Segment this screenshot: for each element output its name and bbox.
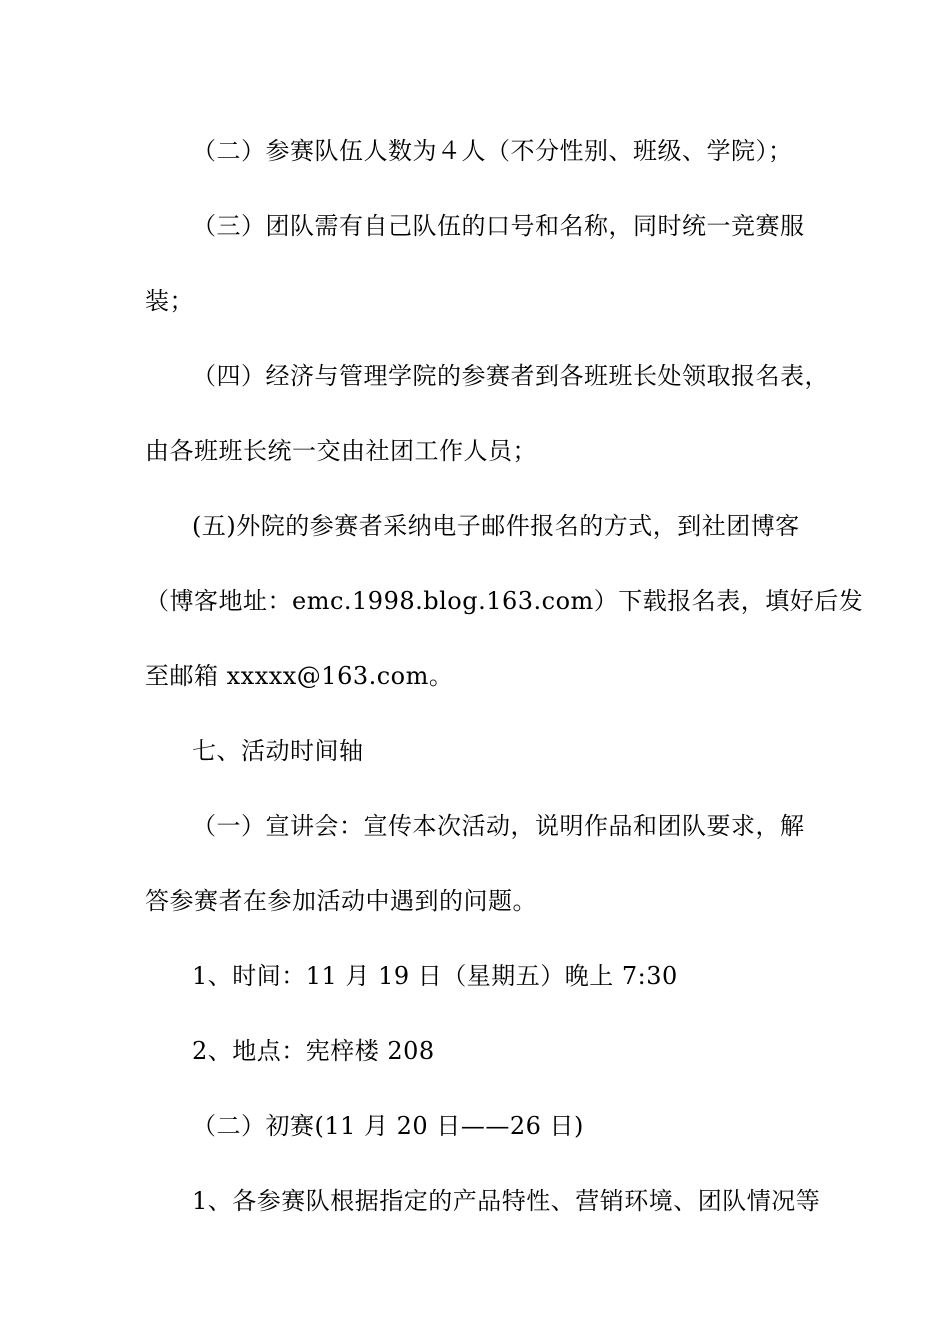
paragraph-line-5: 由各班班长统一交由社团工作人员； — [145, 437, 537, 465]
paragraph-line-15: 1、各参赛队根据指定的产品特性、营销环境、团队情况等 — [192, 1187, 821, 1215]
paragraph-line-2: （三）团队需有自己队伍的口号和名称，同时统一竞赛服 — [192, 212, 805, 240]
paragraph-line-8: 至邮箱 xxxxx@163.com。 — [145, 662, 454, 690]
paragraph-line-10: （一）宣讲会：宣传本次活动，说明作品和团队要求，解 — [192, 812, 805, 840]
paragraph-line-14: （二）初赛(11 月 20 日——26 日) — [192, 1112, 584, 1140]
paragraph-line-4: （四）经济与管理学院的参赛者到各班班长处领取报名表， — [192, 362, 829, 390]
paragraph-line-6: (五)外院的参赛者采纳电子邮件报名的方式，到社团博客 — [192, 512, 800, 540]
paragraph-line-1: （二）参赛队伍人数为４人（不分性别、班级、学院）； — [192, 137, 793, 165]
paragraph-line-3: 装； — [145, 287, 194, 315]
section-heading: 七、活动时间轴 — [192, 737, 364, 765]
paragraph-line-11: 答参赛者在参加活动中遇到的问题。 — [145, 887, 537, 915]
paragraph-line-7: （博客地址：emc.1998.blog.163.com）下载报名表，填好后发 — [145, 587, 864, 615]
paragraph-line-12: 1、时间：11 月 19 日（星期五）晚上 7:30 — [192, 962, 678, 990]
paragraph-line-13: 2、地点：宪梓楼 208 — [192, 1037, 435, 1065]
